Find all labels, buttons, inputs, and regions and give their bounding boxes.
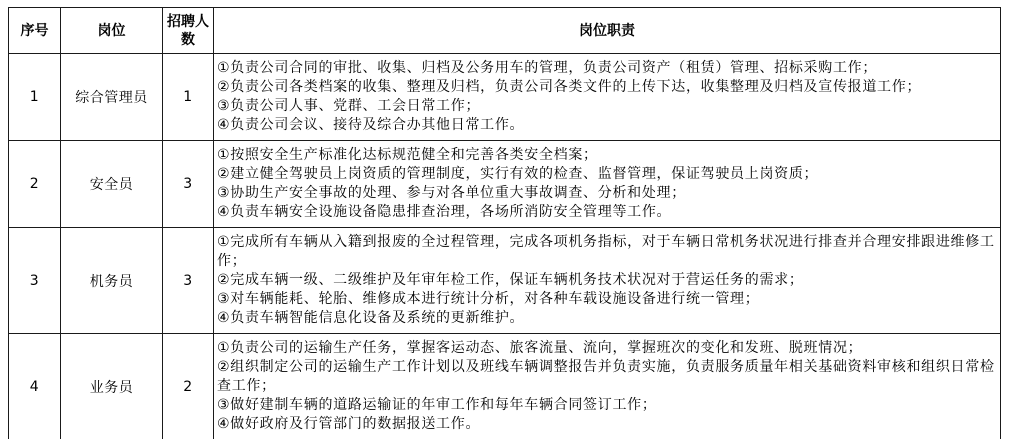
row-position: 安全员 <box>61 141 163 228</box>
row-position: 综合管理员 <box>61 54 163 141</box>
duty-item: ③做好建制车辆的道路运输证的年审工作和每年车辆合同签订工作； <box>217 397 657 413</box>
row-duties <box>214 54 1001 141</box>
row-no: 2 <box>9 141 61 228</box>
header-duties: 岗位职责 <box>214 8 1001 54</box>
table-row <box>9 228 1001 334</box>
row-no: 3 <box>9 228 61 334</box>
duty-item: ④负责车辆安全设施设备隐患排查治理，各场所消防安全管理等工作。 <box>217 204 672 220</box>
duty-item: ④做好政府及行管部门的数据报送工作。 <box>217 416 481 432</box>
header-row <box>9 8 1001 54</box>
duty-item: ②建立健全驾驶员上岗资质的管理制度，实行有效的检查、监督管理，保证驾驶员上岗资质； <box>217 166 819 182</box>
row-headcount: 1 <box>163 54 214 141</box>
duty-item: ②负责公司各类档案的收集、整理及归档，负责公司各类文件的上传下达，收集整理及归档及宣传报道工作； <box>217 79 922 95</box>
duty-item: ④负责车辆智能信息化设备及系统的更新维护。 <box>217 310 525 326</box>
row-duties <box>214 334 1001 439</box>
row-duties <box>214 228 1001 334</box>
duty-item: ③对车辆能耗、轮胎、维修成本进行统计分析，对各种车载设施设备进行统一管理； <box>217 291 760 307</box>
row-position: 业务员 <box>61 334 163 439</box>
duty-item: ①负责公司合同的审批、收集、归档及公务用车的管理，负责公司资产（租赁）管理、招标采购工作； <box>217 60 878 76</box>
row-headcount: 3 <box>163 141 214 228</box>
duty-item: ①按照安全生产标准化达标规范健全和完善各类安全档案； <box>217 147 598 163</box>
header-headcount: 招聘人数 <box>163 8 214 54</box>
row-no: 1 <box>9 54 61 141</box>
header-position: 岗位 <box>61 8 163 54</box>
row-headcount: 2 <box>163 334 214 439</box>
duty-item: ③协助生产安全事故的处理、参与对各单位重大事故调查、分析和处理； <box>217 185 686 201</box>
table-row <box>9 141 1001 228</box>
recruitment-table <box>8 7 1001 439</box>
row-position: 机务员 <box>61 228 163 334</box>
duty-item: ③负责公司人事、党群、工会日常工作； <box>217 98 481 114</box>
header-no: 序号 <box>9 8 61 54</box>
duty-item: ①完成所有车辆从入籍到报废的全过程管理，完成各项机务指标，对于车辆日常机务状况进行排查并合理安排跟进维修工作； <box>217 234 995 269</box>
row-no: 4 <box>9 334 61 439</box>
duty-item: ①负责公司的运输生产任务，掌握客运动态、旅客流量、流向，掌握班次的变化和发班、脱班情况； <box>217 340 863 356</box>
duty-item: ②完成车辆一级、二级维护及年审年检工作，保证车辆机务技术状况对于营运任务的需求； <box>217 272 804 288</box>
table-row <box>9 334 1001 439</box>
duty-item: ④负责公司会议、接待及综合办其他日常工作。 <box>217 117 525 133</box>
row-duties <box>214 141 1001 228</box>
duty-item: ②组织制定公司的运输生产工作计划以及班线车辆调整报告并负责实施，负责服务质量年相关基础资料审核和组织日常检查工作； <box>217 359 995 394</box>
row-headcount: 3 <box>163 228 214 334</box>
table-row <box>9 54 1001 141</box>
